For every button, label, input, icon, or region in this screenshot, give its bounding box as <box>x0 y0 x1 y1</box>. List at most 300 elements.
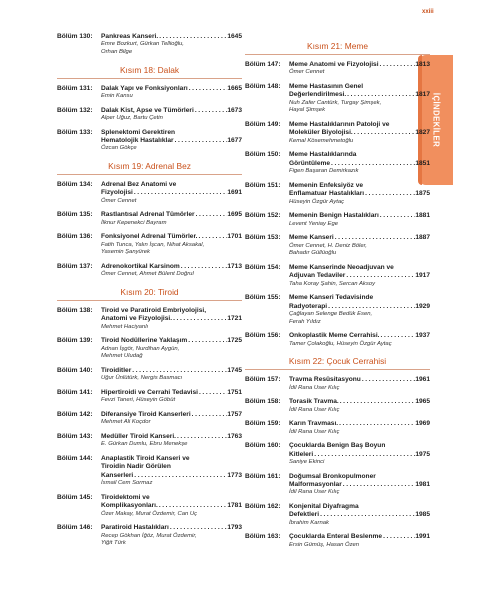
dot-leader <box>133 189 227 197</box>
toc-entry[interactable] <box>57 263 242 279</box>
chapter-title-text: Rastlantısal Adrenal Tümörler <box>101 211 195 219</box>
chapter-title <box>101 181 242 198</box>
dot-leader <box>364 190 415 198</box>
page-ref: 1713 <box>227 263 242 270</box>
toc-entry[interactable] <box>57 33 242 57</box>
chapter-title <box>289 398 430 406</box>
chapter-body <box>289 420 430 436</box>
chapter-title-line <box>101 181 242 189</box>
chapter-title <box>289 83 430 100</box>
chapter-body <box>289 61 430 77</box>
chapter-title-text: Dalak Yapı ve Fonksiyonları <box>101 84 188 92</box>
chapter-number: Bölüm 157: <box>245 376 281 384</box>
chapter-title-text: Kitleleri <box>289 450 314 458</box>
toc-entry[interactable] <box>57 211 242 227</box>
chapter-number: Bölüm 161: <box>245 472 281 480</box>
chapter-title <box>101 107 242 115</box>
page-ref: 1645 <box>227 33 242 40</box>
dot-leader <box>174 137 228 145</box>
chapter-number: Bölüm 135: <box>57 211 93 219</box>
chapter-body <box>101 233 242 257</box>
chapter-number: Bölüm 152: <box>245 212 281 220</box>
dot-leader <box>334 234 416 242</box>
toc-entry[interactable] <box>57 455 242 488</box>
page-ref: 1793 <box>227 524 242 532</box>
dot-leader <box>188 85 228 93</box>
chapter-number: Bölüm 138: <box>57 307 93 314</box>
chapter-body <box>101 129 242 153</box>
dot-leader <box>198 389 227 397</box>
dot-leader <box>176 433 227 441</box>
page-ref: 1929 <box>415 302 430 310</box>
chapter-authors: Saniye Ekinci <box>289 459 325 466</box>
chapter-title <box>101 494 242 511</box>
chapter-number: Bölüm 134: <box>57 181 93 188</box>
chapter-number: Bölüm 142: <box>57 411 93 418</box>
chapter-title-line <box>289 121 430 129</box>
chapter-title-line <box>289 473 430 481</box>
dot-leader <box>339 398 416 406</box>
chapter-title <box>101 524 242 532</box>
chapter-authors: Uğur Ünlütürk, Nergis Basmacı <box>101 375 183 382</box>
chapter-title-text: Anaplastik Tiroid Kanseri ve <box>101 455 190 462</box>
toc-entry[interactable] <box>245 234 430 258</box>
chapter-title-line <box>101 189 242 197</box>
dot-leader <box>313 451 415 459</box>
toc-entry[interactable] <box>57 524 242 548</box>
chapter-title-line <box>101 455 242 463</box>
chapter-title-text: Enflamatuar Hastalıkları <box>289 190 365 198</box>
toc-entry[interactable] <box>245 212 430 228</box>
page-ref: 1917 <box>415 272 430 280</box>
page-ref: 1701 <box>227 233 242 241</box>
chapter-authors: İsmail Cem Sormaz <box>101 480 153 487</box>
chapter-title <box>289 264 430 281</box>
chapter-title-text: Pankreas Kanseri. <box>101 33 159 40</box>
chapter-title-line <box>101 524 242 532</box>
dot-leader <box>379 61 416 69</box>
chapter-title-text: Torasik Travma. <box>289 398 339 406</box>
chapter-title <box>289 473 430 490</box>
chapter-number: Bölüm 154: <box>245 263 281 271</box>
page-ref: 1721 <box>227 315 242 323</box>
chapter-title-line <box>101 85 242 93</box>
chapter-title <box>101 233 242 241</box>
chapter-number: Bölüm 131: <box>57 84 93 92</box>
chapter-body <box>289 83 430 115</box>
toc-entry[interactable] <box>57 494 242 518</box>
chapter-title <box>101 433 242 441</box>
chapter-title-line <box>289 212 430 220</box>
chapter-title <box>289 294 430 311</box>
chapter-number: Bölüm 139: <box>57 337 93 345</box>
chapter-title-line <box>289 83 430 91</box>
chapter-title-line <box>289 303 430 311</box>
page-ref: 1887 <box>415 234 430 242</box>
chapter-body <box>101 263 242 279</box>
chapter-number: Bölüm 148: <box>245 83 281 90</box>
chapter-authors: İdil Rana User Kılıç <box>289 406 340 413</box>
chapter-title-text: Adjuvan Tedaviler <box>289 272 346 280</box>
chapter-title-line <box>289 376 430 384</box>
toc-left-column <box>57 33 242 554</box>
section-heading: Kısım 22: Çocuk Cerrahisi <box>245 356 430 370</box>
chapter-number: Bölüm 151: <box>245 181 281 189</box>
dot-leader <box>191 411 228 419</box>
page-ref: 1937 <box>415 332 430 340</box>
toc-entry[interactable] <box>245 503 430 527</box>
chapter-authors: Recep Gökhan İğöz, Murat Özdemir, <box>101 532 197 539</box>
chapter-number: Bölüm 158: <box>245 398 281 406</box>
chapter-authors: İlknur Kepenekci Bayram <box>101 219 167 226</box>
toc-entry[interactable] <box>245 332 430 348</box>
chapter-authors: Fevzi Taneri, Hüseyin Göbüt <box>101 397 176 404</box>
chapter-title-text: Konjenital Diyafragma <box>289 503 359 511</box>
chapter-title-line <box>101 33 242 41</box>
chapter-authors: İdil Rana User Kılıç <box>289 384 340 391</box>
chapter-title <box>289 151 430 168</box>
chapter-title-text: Tiroiditler <box>101 367 132 374</box>
toc-entry[interactable] <box>57 107 242 123</box>
chapter-title-text: Splenektomi Gerektiren <box>101 128 176 136</box>
chapter-title-text: Kanserleri <box>101 471 134 479</box>
dot-leader <box>346 91 415 99</box>
chapter-body <box>101 211 242 227</box>
chapter-title-line <box>289 420 430 428</box>
toc-entry[interactable] <box>245 61 430 77</box>
page-ref: 1745 <box>227 367 242 374</box>
page-ref: 1763 <box>227 433 242 440</box>
dot-leader <box>158 502 228 510</box>
chapter-title <box>289 212 430 220</box>
page-ref: 1981 <box>415 481 430 489</box>
chapter-authors: Levent Yeniay Ege <box>289 220 339 227</box>
chapter-authors: Özer Makay, Murat Özdemir, Can Uç <box>101 510 198 517</box>
toc-entry[interactable] <box>245 398 430 414</box>
chapter-title-text: Anatomi ve Fizyolojisi. <box>101 315 173 323</box>
dot-leader <box>172 315 227 323</box>
chapter-authors: Taha Koray Şahin, Sercan Aksoy <box>289 280 376 287</box>
chapter-title <box>101 129 242 146</box>
chapter-title-line <box>289 533 430 541</box>
chapter-body <box>289 264 430 288</box>
chapter-title-line <box>101 411 242 419</box>
chapter-authors: Hayal Şimşek <box>289 107 326 114</box>
chapter-number: Bölüm 146: <box>57 524 93 532</box>
chapter-title-line <box>289 182 430 190</box>
chapter-authors: Yiğit Türk <box>101 540 126 547</box>
chapter-authors: Ömer Cennet <box>289 69 325 76</box>
chapter-number: Bölüm 140: <box>57 367 93 374</box>
toc-entry[interactable] <box>245 182 430 206</box>
chapter-authors: Ömer Cennet, Ahmet Bülent Doğrul <box>101 271 194 278</box>
toc-entry[interactable] <box>57 307 242 331</box>
chapter-body <box>101 433 242 449</box>
chapter-title-text: Fonksiyonel Adrenal Tümörler. <box>101 233 198 241</box>
section-heading: Kısım 19: Adrenal Bez <box>57 161 242 175</box>
dot-leader <box>379 212 416 220</box>
dot-leader <box>380 332 416 340</box>
chapter-number: Bölüm 130: <box>57 33 93 40</box>
chapter-authors: Alper Uğuz, Bartu Çetin <box>101 115 163 121</box>
chapter-title-text: Defektleri <box>289 511 320 519</box>
chapter-title-text: Tiroid Nodüllerine Yaklaşım <box>101 337 188 345</box>
chapter-title-line <box>289 503 430 511</box>
chapter-title <box>101 85 242 93</box>
chapter-title-line <box>101 307 242 315</box>
chapter-title-line <box>101 129 242 137</box>
toc-entry[interactable] <box>57 129 242 153</box>
chapter-title-text: Travma Resüsitasyonu <box>289 376 361 384</box>
chapter-title-text: Çocuklarda Enteral Beslenme <box>289 533 383 541</box>
chapter-body <box>101 107 242 123</box>
chapter-title-line <box>101 315 242 323</box>
chapter-number: Bölüm 162: <box>245 503 281 511</box>
chapter-authors: Mehmet Ali Koçdor <box>101 419 151 426</box>
chapter-title-line <box>101 233 242 241</box>
chapter-title-line <box>289 451 430 459</box>
chapter-title <box>289 332 430 340</box>
chapter-authors: Bahadır Güllüoğlu <box>289 250 337 257</box>
chapter-title-text: Tiroid ve Paratiroid Embriyolojisi, <box>101 307 207 314</box>
chapter-body <box>289 182 430 206</box>
chapter-title-text: Hematolojik Hastalıklar <box>101 137 174 144</box>
page-ref: 1773 <box>227 471 242 479</box>
chapter-title-line <box>101 433 242 441</box>
chapter-authors: Orhan Bilge <box>101 49 133 55</box>
page-ref: 1677 <box>227 137 242 144</box>
page-ref: 1691 <box>227 189 242 197</box>
chapter-title-line <box>101 107 242 115</box>
chapter-body <box>289 234 430 258</box>
chapter-title-text: Meme Kanseri <box>289 234 334 242</box>
chapter-title-text: Adrenokortikal Karsinom <box>101 263 180 270</box>
chapter-authors: Fatih Tunca, Yalın İşcan, Nihat Aksakal, <box>101 241 205 248</box>
dot-leader <box>195 211 228 219</box>
dot-leader <box>342 481 416 489</box>
chapter-title-text: Meme Anatomi ve Fizyolojisi <box>289 61 379 68</box>
dot-leader <box>327 303 415 311</box>
toc-entry[interactable] <box>57 337 242 361</box>
chapter-authors: Yasemin Şanyürek <box>101 249 151 256</box>
chapter-authors: Çağlayan Selenge Bedük Esen, <box>289 311 373 318</box>
chapter-body <box>101 455 242 488</box>
page-ref: 1817 <box>415 91 430 99</box>
chapter-title-line <box>101 472 242 480</box>
chapter-authors: Ferah Yıldız <box>289 318 321 325</box>
chapter-title-text: Fizyolojisi <box>101 189 133 197</box>
chapter-title-text: Diferansiye Tiroid Kanserleri <box>101 411 191 418</box>
chapter-title-text: Radyoterapi <box>289 302 328 310</box>
section-heading: Kısım 18: Dalak <box>57 65 242 79</box>
toc-entry[interactable] <box>245 533 430 549</box>
chapter-number: Bölüm 144: <box>57 455 93 462</box>
section-heading: Kısım 21: Meme <box>245 41 430 55</box>
chapter-body <box>101 411 242 427</box>
chapter-title-line <box>101 494 242 502</box>
page-ref: 1695 <box>227 211 242 219</box>
chapter-title-text: Moleküler Biyolojisi. <box>289 129 353 137</box>
page-ref: 1969 <box>415 420 430 428</box>
page-ref: 1961 <box>415 376 430 384</box>
chapter-authors: Ersin Gümüş, Hasan Özen <box>289 541 360 548</box>
toc-right-column <box>245 33 430 555</box>
chapter-body <box>101 181 242 205</box>
chapter-number: Bölüm 141: <box>57 389 93 396</box>
toc-entry[interactable] <box>245 376 430 392</box>
chapter-authors: Emin Kansu <box>101 93 133 99</box>
dot-leader <box>382 533 415 541</box>
chapter-body <box>101 389 242 405</box>
chapter-title-text: Değerlendirilmesi. <box>289 91 347 99</box>
chapter-authors: Figen Başaran Demirkazık <box>289 168 359 175</box>
dot-leader <box>158 33 227 41</box>
chapter-title-line <box>101 337 242 345</box>
chapter-title-text: Meme Hastalıklarında <box>289 151 357 159</box>
page-ref: 1665 <box>227 84 242 92</box>
dot-leader <box>133 472 227 480</box>
chapter-title <box>101 307 242 324</box>
chapter-title-line <box>289 129 430 137</box>
chapter-title-text: Komplikasyonları. <box>101 502 158 510</box>
chapter-body <box>289 294 430 326</box>
chapter-title <box>101 337 242 345</box>
toc-entry[interactable] <box>57 85 242 101</box>
chapter-title-text: Medüller Tiroid Kanseri. <box>101 433 176 440</box>
chapter-body <box>101 494 242 518</box>
chapter-title-line <box>101 463 242 471</box>
chapter-number: Bölüm 132: <box>57 106 93 114</box>
toc-entry[interactable] <box>245 420 430 436</box>
toc-entry[interactable] <box>57 233 242 257</box>
toc-entry[interactable] <box>57 411 242 427</box>
chapter-title-line <box>101 211 242 219</box>
chapter-number: Bölüm 145: <box>57 493 93 501</box>
chapter-title-text: Tiroidin Nadir Görülen <box>101 463 171 471</box>
chapter-authors: İdil Rana User Kılıç <box>289 428 340 435</box>
chapter-title <box>289 503 430 520</box>
page-ref: 1725 <box>227 337 242 345</box>
dot-leader <box>353 129 416 137</box>
chapter-title-line <box>289 332 430 340</box>
chapter-authors: Ömer Cennet, H. Deniz Böler, <box>289 242 367 249</box>
dot-leader <box>330 160 415 168</box>
chapter-title-line <box>289 91 430 99</box>
page-ref: 1875 <box>415 190 430 198</box>
chapter-authors: Emre Bozkurt, Gürkan Tellioğlu, <box>101 41 184 48</box>
chapter-number: Bölüm 133: <box>57 128 93 136</box>
chapter-title-text: Karın Travması. <box>289 420 339 428</box>
side-tab-label: İÇİNDEKİLER <box>431 92 440 148</box>
chapter-body <box>289 503 430 527</box>
chapter-number: Bölüm 137: <box>57 263 93 270</box>
chapter-title-text: Paratiroid Hastalıkları <box>101 524 169 532</box>
chapter-body <box>101 524 242 548</box>
chapter-number: Bölüm 156: <box>245 332 281 340</box>
chapter-authors: Ömer Cennet <box>101 197 137 204</box>
chapter-authors: E. Gürkan Dumlu, Ebru Menekşe <box>101 441 188 448</box>
chapter-title <box>289 234 430 242</box>
chapter-body <box>289 332 430 348</box>
page-ref: 1757 <box>227 411 242 418</box>
dot-leader <box>361 376 415 384</box>
toc-entry[interactable] <box>57 367 242 383</box>
chapter-title-text: Adrenal Bez Anatomi ve <box>101 181 177 188</box>
toc-entry[interactable] <box>245 473 430 497</box>
chapter-body <box>101 367 242 383</box>
chapter-body <box>289 151 430 175</box>
toc-entry[interactable] <box>245 442 430 466</box>
page-ref: 1781 <box>227 502 242 510</box>
page-ref: 1851 <box>415 159 430 167</box>
chapter-title-text: Hipertiroidi ve Cerrahi Tedavisi <box>101 389 198 396</box>
toc-entry[interactable] <box>245 121 430 145</box>
chapter-title-line <box>289 294 430 302</box>
chapter-title-text: Memenin Benign Hastalıkları <box>289 212 379 220</box>
chapter-title-text: Meme Hastalıklarının Patoloji ve <box>289 121 390 128</box>
chapter-title-text: Malformasyonlar <box>289 481 342 489</box>
chapter-title <box>101 389 242 397</box>
page-number: xxiii <box>422 9 434 15</box>
dot-leader <box>338 420 415 428</box>
chapter-number: Bölüm 150: <box>245 151 281 159</box>
chapter-title-text: Çocuklarda Benign Baş Boyun <box>289 442 386 450</box>
chapter-authors: Özcan Gökçe <box>101 145 137 152</box>
dot-leader <box>198 233 228 241</box>
chapter-title-text: Meme Hastasının Genel <box>289 83 364 90</box>
chapter-body <box>101 337 242 361</box>
chapter-number: Bölüm 160: <box>245 442 281 450</box>
dot-leader <box>194 107 227 115</box>
toc-entry[interactable] <box>57 433 242 449</box>
chapter-title-line <box>289 442 430 450</box>
toc-entry[interactable] <box>245 151 430 175</box>
chapter-authors: İdil Rana User Kılıç <box>289 489 340 496</box>
chapter-title-line <box>289 190 430 198</box>
toc-entry[interactable] <box>245 83 430 115</box>
chapter-title-text: Memenin Enfeksiyöz ve <box>289 181 364 189</box>
toc-entry[interactable] <box>245 264 430 288</box>
chapter-title-text: Dalak Kist, Apse ve Tümörleri <box>101 106 194 114</box>
chapter-authors: Tamer Çolakoğlu, Hüseyin Özgür Aytaç <box>289 340 392 347</box>
chapter-title <box>289 182 430 199</box>
chapter-title-text: Meme Kanseri Tedavisinde <box>289 294 374 302</box>
chapter-title <box>101 211 242 219</box>
chapter-body <box>289 533 430 549</box>
page-ref: 1813 <box>415 61 430 68</box>
toc-entry[interactable] <box>245 294 430 326</box>
chapter-title <box>289 121 430 138</box>
toc-entry[interactable] <box>57 389 242 405</box>
dot-leader <box>319 511 415 519</box>
chapter-number: Bölüm 159: <box>245 420 281 428</box>
chapter-title-text: Doğumsal Bronkopulmoner <box>289 472 376 480</box>
chapter-body <box>289 376 430 392</box>
toc-entry[interactable] <box>57 181 242 205</box>
chapter-authors: İbrahim Karnak <box>289 519 329 526</box>
chapter-authors: Adnan İşgör, Nurdihan Aygün, <box>101 345 180 352</box>
chapter-title-text: Meme Kanserinde Neoadjuvan ve <box>289 263 394 271</box>
chapter-body <box>101 85 242 101</box>
page-ref: 1991 <box>415 533 430 541</box>
chapter-title-line <box>289 272 430 280</box>
chapter-number: Bölüm 153: <box>245 234 281 242</box>
chapter-body <box>289 121 430 145</box>
chapter-title-text: Onkoplastik Meme Cerrahisi. <box>289 332 380 340</box>
chapter-number: Bölüm 147: <box>245 61 281 68</box>
chapter-title-line <box>289 151 430 159</box>
chapter-title <box>101 455 242 480</box>
